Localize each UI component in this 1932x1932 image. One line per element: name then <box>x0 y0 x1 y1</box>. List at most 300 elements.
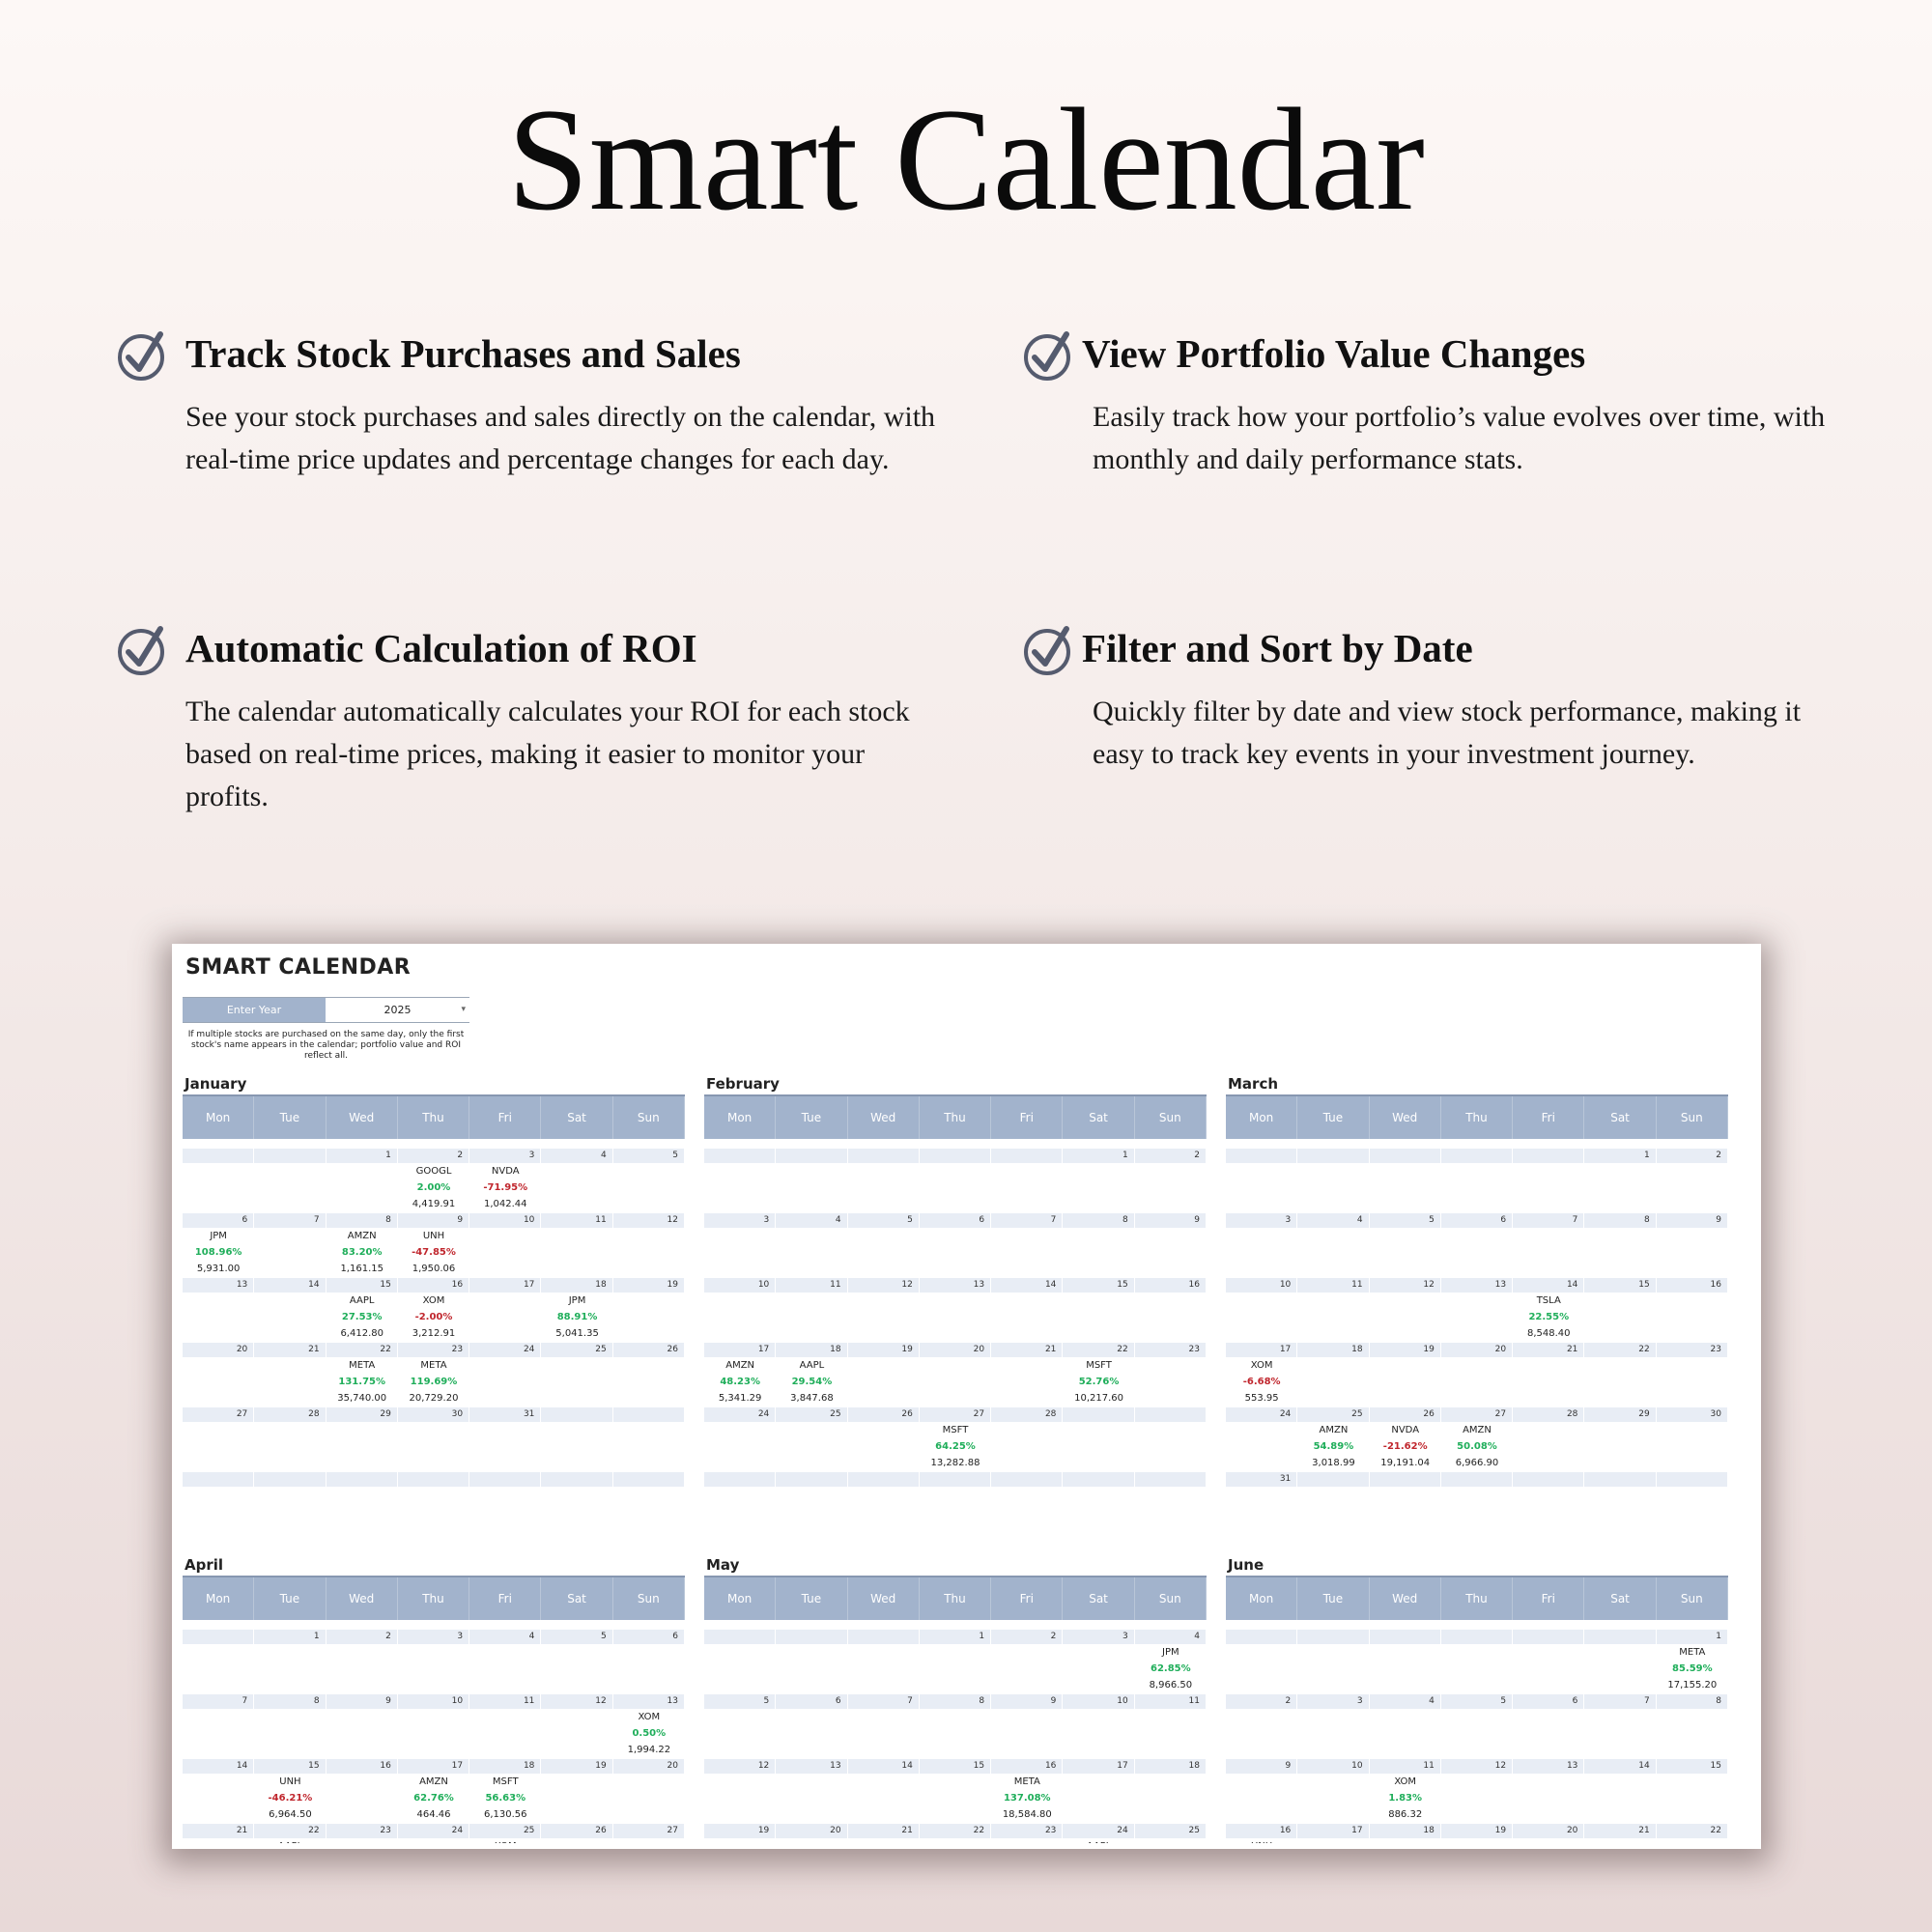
day-number[interactable] <box>848 1630 920 1644</box>
day-cell[interactable] <box>1226 1487 1297 1537</box>
day-number[interactable]: 21 <box>254 1343 326 1357</box>
day-cell[interactable] <box>398 1422 469 1472</box>
day-cell[interactable] <box>1297 1422 1369 1472</box>
day-cell[interactable] <box>1135 1228 1207 1278</box>
day-cell[interactable] <box>1513 1774 1584 1824</box>
day-number[interactable]: 11 <box>776 1278 847 1293</box>
day-number[interactable]: 27 <box>920 1407 991 1422</box>
day-number[interactable]: 20 <box>1441 1343 1513 1357</box>
day-cell[interactable] <box>920 1709 991 1759</box>
day-cell[interactable] <box>613 1774 685 1824</box>
day-number[interactable]: 15 <box>254 1759 326 1774</box>
day-cell[interactable] <box>1513 1644 1584 1694</box>
day-number[interactable]: 22 <box>1657 1824 1728 1838</box>
day-number[interactable]: 24 <box>398 1824 469 1838</box>
day-number[interactable] <box>1513 1630 1584 1644</box>
day-cell[interactable] <box>1063 1709 1134 1759</box>
day-cell[interactable] <box>254 1163 326 1213</box>
day-cell[interactable] <box>469 1163 541 1213</box>
day-cell[interactable] <box>776 1644 847 1694</box>
day-number[interactable]: 10 <box>398 1694 469 1709</box>
day-number[interactable] <box>1297 1630 1369 1644</box>
day-number[interactable]: 14 <box>1584 1759 1656 1774</box>
day-cell[interactable] <box>1063 1357 1134 1407</box>
day-number[interactable]: 5 <box>704 1694 776 1709</box>
day-cell[interactable] <box>183 1774 254 1824</box>
day-number[interactable]: 22 <box>920 1824 991 1838</box>
day-number[interactable]: 12 <box>848 1278 920 1293</box>
day-cell[interactable] <box>1063 1422 1134 1472</box>
day-cell[interactable] <box>327 1709 398 1759</box>
day-cell[interactable] <box>991 1228 1063 1278</box>
day-cell[interactable] <box>1441 1163 1513 1213</box>
day-number[interactable]: 25 <box>1297 1407 1369 1422</box>
day-cell[interactable] <box>848 1163 920 1213</box>
day-cell[interactable] <box>704 1163 776 1213</box>
day-number[interactable] <box>1441 1472 1513 1487</box>
day-number[interactable]: 22 <box>1584 1343 1656 1357</box>
day-number[interactable] <box>1584 1630 1656 1644</box>
day-number[interactable]: 14 <box>1513 1278 1584 1293</box>
day-cell[interactable] <box>541 1774 612 1824</box>
day-number[interactable]: 4 <box>469 1630 541 1644</box>
day-cell[interactable] <box>1135 1709 1207 1759</box>
day-number[interactable]: 6 <box>183 1213 254 1228</box>
day-number[interactable]: 6 <box>920 1213 991 1228</box>
day-number[interactable]: 10 <box>1297 1759 1369 1774</box>
day-cell[interactable] <box>1063 1644 1134 1694</box>
day-number[interactable]: 12 <box>1370 1278 1441 1293</box>
day-cell[interactable] <box>613 1644 685 1694</box>
day-number[interactable]: 5 <box>1441 1694 1513 1709</box>
day-number[interactable]: 9 <box>398 1213 469 1228</box>
day-number[interactable]: 26 <box>1370 1407 1441 1422</box>
day-cell[interactable] <box>541 1644 612 1694</box>
day-cell[interactable] <box>327 1163 398 1213</box>
day-number[interactable]: 6 <box>776 1694 847 1709</box>
day-cell[interactable] <box>1226 1228 1297 1278</box>
day-number[interactable] <box>183 1472 254 1487</box>
day-cell[interactable] <box>1063 1487 1134 1537</box>
day-cell[interactable] <box>1297 1644 1369 1694</box>
day-cell[interactable] <box>254 1709 326 1759</box>
day-number[interactable]: 11 <box>541 1213 612 1228</box>
day-number[interactable]: 11 <box>1297 1278 1369 1293</box>
day-number[interactable]: 13 <box>183 1278 254 1293</box>
day-number[interactable] <box>848 1472 920 1487</box>
day-cell[interactable] <box>1584 1644 1656 1694</box>
day-number[interactable] <box>327 1472 398 1487</box>
day-number[interactable]: 24 <box>1226 1407 1297 1422</box>
day-number[interactable]: 4 <box>1297 1213 1369 1228</box>
day-cell[interactable] <box>469 1422 541 1472</box>
day-number[interactable]: 19 <box>613 1278 685 1293</box>
day-number[interactable]: 12 <box>704 1759 776 1774</box>
day-number[interactable]: 21 <box>1513 1343 1584 1357</box>
day-number[interactable]: 26 <box>541 1824 612 1838</box>
day-cell[interactable] <box>776 1487 847 1537</box>
day-cell[interactable] <box>1226 1163 1297 1213</box>
day-number[interactable]: 3 <box>1063 1630 1134 1644</box>
day-number[interactable]: 8 <box>1584 1213 1656 1228</box>
day-cell[interactable] <box>254 1644 326 1694</box>
day-cell[interactable] <box>1657 1228 1728 1278</box>
day-cell[interactable] <box>613 1163 685 1213</box>
day-number[interactable] <box>920 1472 991 1487</box>
day-cell[interactable] <box>183 1293 254 1343</box>
day-number[interactable]: 15 <box>1657 1759 1728 1774</box>
day-number[interactable] <box>1584 1472 1656 1487</box>
day-number[interactable]: 27 <box>613 1824 685 1838</box>
day-number[interactable]: 8 <box>920 1694 991 1709</box>
day-cell[interactable] <box>327 1357 398 1407</box>
day-cell[interactable] <box>613 1293 685 1343</box>
day-number[interactable]: 25 <box>1135 1824 1207 1838</box>
day-number[interactable]: 8 <box>1657 1694 1728 1709</box>
day-number[interactable]: 18 <box>541 1278 612 1293</box>
day-cell[interactable] <box>704 1228 776 1278</box>
day-number[interactable] <box>776 1149 847 1163</box>
day-cell[interactable] <box>254 1774 326 1824</box>
day-cell[interactable] <box>1584 1357 1656 1407</box>
day-cell[interactable] <box>776 1293 847 1343</box>
day-number[interactable]: 6 <box>613 1630 685 1644</box>
day-cell[interactable] <box>991 1163 1063 1213</box>
day-cell[interactable] <box>1063 1228 1134 1278</box>
day-number[interactable]: 24 <box>469 1343 541 1357</box>
day-number[interactable]: 20 <box>920 1343 991 1357</box>
day-cell[interactable] <box>848 1774 920 1824</box>
day-cell[interactable] <box>1513 1163 1584 1213</box>
day-number[interactable]: 21 <box>183 1824 254 1838</box>
day-cell[interactable] <box>254 1228 326 1278</box>
day-number[interactable]: 7 <box>991 1213 1063 1228</box>
day-number[interactable]: 4 <box>541 1149 612 1163</box>
day-number[interactable] <box>1441 1630 1513 1644</box>
day-cell[interactable] <box>920 1163 991 1213</box>
day-number[interactable]: 7 <box>848 1694 920 1709</box>
day-number[interactable]: 4 <box>1135 1630 1207 1644</box>
day-number[interactable] <box>1513 1149 1584 1163</box>
day-number[interactable]: 18 <box>776 1343 847 1357</box>
day-number[interactable]: 17 <box>704 1343 776 1357</box>
day-cell[interactable] <box>1441 1228 1513 1278</box>
day-number[interactable]: 12 <box>1441 1759 1513 1774</box>
day-number[interactable]: 10 <box>1226 1278 1297 1293</box>
day-number[interactable]: 9 <box>1135 1213 1207 1228</box>
day-number[interactable] <box>398 1472 469 1487</box>
day-cell[interactable] <box>1657 1357 1728 1407</box>
day-number[interactable]: 16 <box>327 1759 398 1774</box>
day-cell[interactable] <box>613 1228 685 1278</box>
day-number[interactable]: 15 <box>1584 1278 1656 1293</box>
day-number[interactable]: 2 <box>1226 1694 1297 1709</box>
day-number[interactable]: 1 <box>920 1630 991 1644</box>
day-number[interactable]: 23 <box>991 1824 1063 1838</box>
day-cell[interactable] <box>327 1774 398 1824</box>
day-cell[interactable] <box>1135 1774 1207 1824</box>
day-number[interactable]: 1 <box>254 1630 326 1644</box>
day-cell[interactable] <box>1441 1644 1513 1694</box>
day-cell[interactable] <box>991 1709 1063 1759</box>
day-cell[interactable] <box>1063 1293 1134 1343</box>
day-cell[interactable] <box>1226 1709 1297 1759</box>
day-cell[interactable] <box>398 1709 469 1759</box>
day-number[interactable]: 20 <box>613 1759 685 1774</box>
day-number[interactable] <box>1297 1149 1369 1163</box>
day-number[interactable]: 5 <box>1370 1213 1441 1228</box>
day-number[interactable]: 10 <box>1063 1694 1134 1709</box>
day-number[interactable] <box>1657 1472 1728 1487</box>
day-cell[interactable] <box>1513 1293 1584 1343</box>
day-number[interactable]: 6 <box>1513 1694 1584 1709</box>
day-cell[interactable] <box>1297 1228 1369 1278</box>
day-cell[interactable] <box>1657 1644 1728 1694</box>
day-number[interactable]: 19 <box>848 1343 920 1357</box>
day-number[interactable]: 1 <box>1063 1149 1134 1163</box>
day-cell[interactable] <box>398 1293 469 1343</box>
day-cell[interactable] <box>704 1293 776 1343</box>
chevron-down-icon[interactable]: ▾ <box>461 1005 466 1014</box>
day-cell[interactable] <box>1584 1228 1656 1278</box>
day-number[interactable]: 18 <box>1135 1759 1207 1774</box>
day-number[interactable]: 22 <box>1063 1343 1134 1357</box>
day-cell[interactable] <box>1370 1422 1441 1472</box>
day-cell[interactable] <box>541 1709 612 1759</box>
day-number[interactable]: 9 <box>327 1694 398 1709</box>
day-cell[interactable] <box>1657 1709 1728 1759</box>
day-cell[interactable] <box>1370 1293 1441 1343</box>
day-number[interactable] <box>1370 1149 1441 1163</box>
day-cell[interactable] <box>1370 1228 1441 1278</box>
day-cell[interactable] <box>1297 1487 1369 1537</box>
day-cell[interactable] <box>398 1357 469 1407</box>
day-cell[interactable] <box>1584 1487 1656 1537</box>
day-number[interactable]: 25 <box>541 1343 612 1357</box>
day-number[interactable]: 15 <box>920 1759 991 1774</box>
day-cell[interactable] <box>1441 1357 1513 1407</box>
day-cell[interactable] <box>920 1357 991 1407</box>
day-cell[interactable] <box>1370 1357 1441 1407</box>
day-number[interactable]: 10 <box>704 1278 776 1293</box>
day-number[interactable]: 14 <box>254 1278 326 1293</box>
day-cell[interactable] <box>1441 1487 1513 1537</box>
day-cell[interactable] <box>327 1293 398 1343</box>
day-cell[interactable] <box>541 1293 612 1343</box>
day-number[interactable]: 26 <box>848 1407 920 1422</box>
day-cell[interactable] <box>1370 1487 1441 1537</box>
day-cell[interactable] <box>541 1228 612 1278</box>
day-number[interactable]: 31 <box>469 1407 541 1422</box>
day-number[interactable]: 14 <box>991 1278 1063 1293</box>
day-number[interactable]: 13 <box>613 1694 685 1709</box>
day-cell[interactable] <box>327 1228 398 1278</box>
day-cell[interactable] <box>1297 1163 1369 1213</box>
day-cell[interactable] <box>776 1774 847 1824</box>
day-number[interactable]: 17 <box>1226 1343 1297 1357</box>
day-cell[interactable] <box>1226 1422 1297 1472</box>
day-number[interactable] <box>1370 1630 1441 1644</box>
day-number[interactable]: 9 <box>1226 1759 1297 1774</box>
day-number[interactable]: 20 <box>183 1343 254 1357</box>
day-number[interactable] <box>1441 1149 1513 1163</box>
day-cell[interactable] <box>1370 1709 1441 1759</box>
day-cell[interactable] <box>776 1422 847 1472</box>
day-cell[interactable] <box>1226 1357 1297 1407</box>
day-number[interactable]: 6 <box>1441 1213 1513 1228</box>
day-cell[interactable] <box>920 1228 991 1278</box>
day-cell[interactable] <box>1657 1422 1728 1472</box>
day-number[interactable]: 23 <box>327 1824 398 1838</box>
day-number[interactable]: 27 <box>183 1407 254 1422</box>
day-cell[interactable] <box>920 1293 991 1343</box>
year-dropdown[interactable] <box>326 998 469 1022</box>
day-number[interactable]: 18 <box>1370 1824 1441 1838</box>
day-cell[interactable] <box>704 1709 776 1759</box>
day-number[interactable]: 1 <box>1657 1630 1728 1644</box>
day-cell[interactable] <box>991 1644 1063 1694</box>
day-number[interactable] <box>991 1472 1063 1487</box>
day-number[interactable]: 17 <box>1063 1759 1134 1774</box>
day-cell[interactable] <box>469 1357 541 1407</box>
day-number[interactable]: 20 <box>776 1824 847 1838</box>
day-number[interactable] <box>1226 1149 1297 1163</box>
day-number[interactable]: 11 <box>1135 1694 1207 1709</box>
day-number[interactable]: 23 <box>1657 1343 1728 1357</box>
day-cell[interactable] <box>1584 1709 1656 1759</box>
day-cell[interactable] <box>704 1644 776 1694</box>
day-cell[interactable] <box>1584 1774 1656 1824</box>
day-number[interactable]: 11 <box>1370 1759 1441 1774</box>
day-cell[interactable] <box>183 1163 254 1213</box>
day-number[interactable]: 8 <box>327 1213 398 1228</box>
day-cell[interactable] <box>1063 1774 1134 1824</box>
day-number[interactable]: 9 <box>991 1694 1063 1709</box>
day-number[interactable] <box>1063 1472 1134 1487</box>
day-cell[interactable] <box>704 1422 776 1472</box>
day-cell[interactable] <box>183 1644 254 1694</box>
day-cell[interactable] <box>704 1357 776 1407</box>
day-number[interactable]: 16 <box>1226 1824 1297 1838</box>
day-number[interactable]: 19 <box>1370 1343 1441 1357</box>
day-cell[interactable] <box>848 1357 920 1407</box>
day-number[interactable] <box>613 1407 685 1422</box>
day-number[interactable]: 3 <box>469 1149 541 1163</box>
day-cell[interactable] <box>1584 1293 1656 1343</box>
day-cell[interactable] <box>1370 1774 1441 1824</box>
day-cell[interactable] <box>1135 1422 1207 1472</box>
day-number[interactable]: 30 <box>398 1407 469 1422</box>
day-number[interactable]: 25 <box>776 1407 847 1422</box>
day-cell[interactable] <box>1297 1774 1369 1824</box>
day-cell[interactable] <box>1441 1709 1513 1759</box>
day-cell[interactable] <box>1513 1422 1584 1472</box>
day-cell[interactable] <box>848 1293 920 1343</box>
day-number[interactable]: 17 <box>1297 1824 1369 1838</box>
day-number[interactable]: 7 <box>254 1213 326 1228</box>
day-cell[interactable] <box>1584 1163 1656 1213</box>
day-cell[interactable] <box>613 1422 685 1472</box>
day-cell[interactable] <box>1135 1357 1207 1407</box>
day-number[interactable] <box>183 1149 254 1163</box>
day-number[interactable]: 2 <box>1135 1149 1207 1163</box>
day-cell[interactable] <box>613 1357 685 1407</box>
day-number[interactable] <box>183 1630 254 1644</box>
day-number[interactable]: 5 <box>541 1630 612 1644</box>
day-cell[interactable] <box>398 1774 469 1824</box>
day-number[interactable]: 3 <box>398 1630 469 1644</box>
day-cell[interactable] <box>613 1487 685 1537</box>
day-cell[interactable] <box>991 1293 1063 1343</box>
day-number[interactable]: 21 <box>848 1824 920 1838</box>
day-number[interactable]: 29 <box>327 1407 398 1422</box>
day-cell[interactable] <box>776 1709 847 1759</box>
day-number[interactable] <box>776 1472 847 1487</box>
day-number[interactable] <box>1135 1472 1207 1487</box>
day-cell[interactable] <box>541 1163 612 1213</box>
day-number[interactable]: 30 <box>1657 1407 1728 1422</box>
day-cell[interactable] <box>920 1774 991 1824</box>
day-number[interactable]: 16 <box>1657 1278 1728 1293</box>
day-number[interactable] <box>1063 1407 1134 1422</box>
day-cell[interactable] <box>1657 1487 1728 1537</box>
day-number[interactable]: 3 <box>1297 1694 1369 1709</box>
day-number[interactable]: 29 <box>1584 1407 1656 1422</box>
day-cell[interactable] <box>183 1228 254 1278</box>
day-number[interactable]: 9 <box>1657 1213 1728 1228</box>
day-cell[interactable] <box>541 1422 612 1472</box>
day-cell[interactable] <box>848 1709 920 1759</box>
day-cell[interactable] <box>1226 1644 1297 1694</box>
day-number[interactable]: 13 <box>1513 1759 1584 1774</box>
day-cell[interactable] <box>1441 1293 1513 1343</box>
day-number[interactable]: 3 <box>1226 1213 1297 1228</box>
day-cell[interactable] <box>613 1709 685 1759</box>
day-number[interactable] <box>541 1407 612 1422</box>
day-number[interactable]: 7 <box>183 1694 254 1709</box>
day-cell[interactable] <box>1297 1357 1369 1407</box>
day-cell[interactable] <box>991 1422 1063 1472</box>
day-number[interactable]: 5 <box>613 1149 685 1163</box>
day-cell[interactable] <box>848 1487 920 1537</box>
day-cell[interactable] <box>327 1422 398 1472</box>
day-cell[interactable] <box>1584 1422 1656 1472</box>
day-number[interactable]: 14 <box>183 1759 254 1774</box>
day-number[interactable] <box>991 1149 1063 1163</box>
day-number[interactable]: 11 <box>469 1694 541 1709</box>
day-number[interactable] <box>704 1630 776 1644</box>
day-cell[interactable] <box>183 1422 254 1472</box>
day-cell[interactable] <box>183 1357 254 1407</box>
day-number[interactable]: 4 <box>776 1213 847 1228</box>
day-number[interactable]: 16 <box>398 1278 469 1293</box>
day-cell[interactable] <box>848 1422 920 1472</box>
day-cell[interactable] <box>1370 1644 1441 1694</box>
day-number[interactable]: 16 <box>991 1759 1063 1774</box>
day-number[interactable]: 7 <box>1584 1694 1656 1709</box>
day-number[interactable]: 13 <box>776 1759 847 1774</box>
day-number[interactable]: 24 <box>704 1407 776 1422</box>
day-cell[interactable] <box>776 1163 847 1213</box>
day-number[interactable] <box>1370 1472 1441 1487</box>
day-number[interactable] <box>254 1472 326 1487</box>
day-number[interactable]: 18 <box>469 1759 541 1774</box>
day-number[interactable]: 28 <box>1513 1407 1584 1422</box>
day-number[interactable] <box>1135 1407 1207 1422</box>
day-cell[interactable] <box>469 1487 541 1537</box>
day-cell[interactable] <box>1513 1709 1584 1759</box>
day-cell[interactable] <box>1657 1774 1728 1824</box>
